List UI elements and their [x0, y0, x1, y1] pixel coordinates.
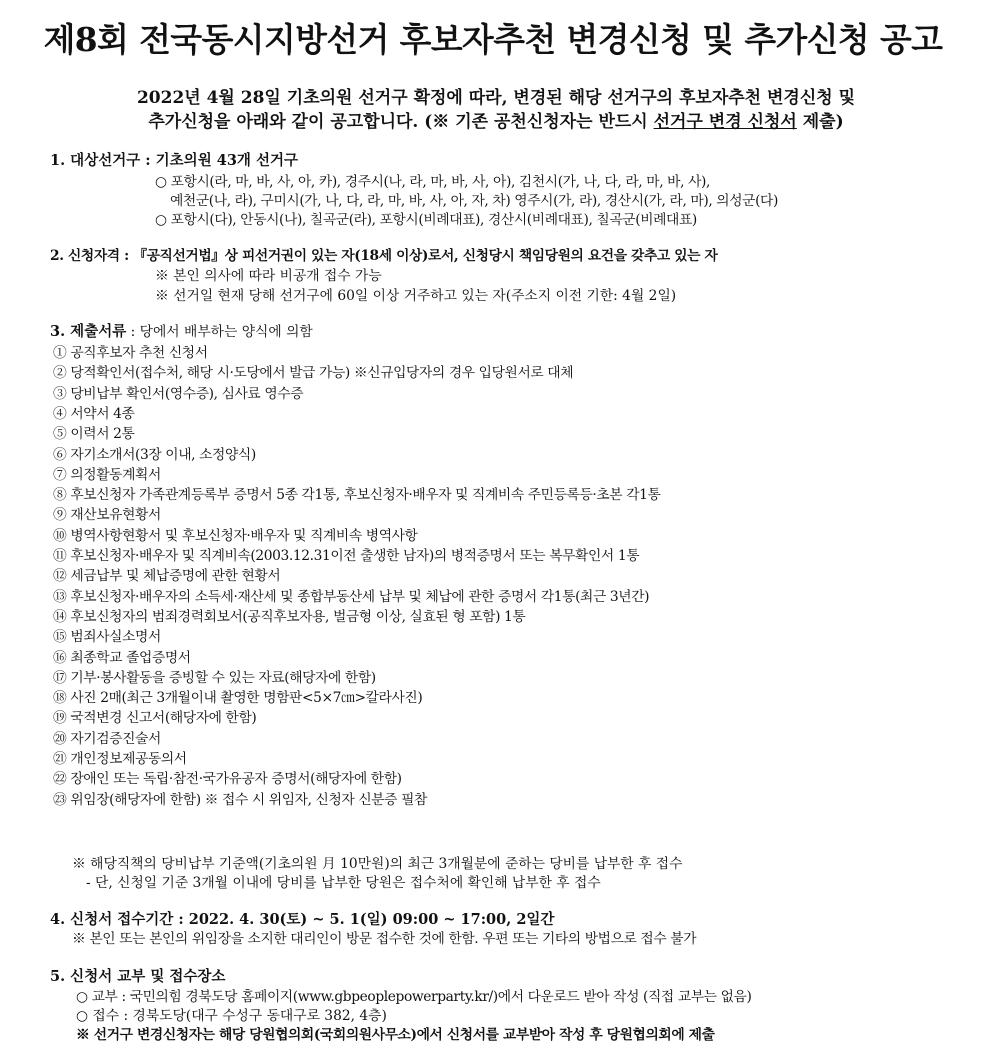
document-list-item: ⑭ 후보신청자의 범죄경력회보서(공직후보자용, 벌금형 이상, 실효된 형 포함) 1통 — [53, 608, 526, 625]
section-5-line: ○ 교부 : 국민의힘 경북도당 홈페이지(www.gbpeoplepowerparty.kr/)에서 다운로드 받아 작성 (직접 교부는 없음) — [76, 989, 752, 1005]
document-list-item: ② 당적확인서(접수처, 해당 시·도당에서 발급 가능) ※신규입당자의 경우 입당원서로 대체 — [53, 365, 574, 382]
document-list-item: ⑤ 이력서 2통 — [53, 426, 135, 443]
document-list-item: ⑫ 세금납부 및 체납증명에 관한 현황서 — [53, 568, 281, 585]
section-2-note: ※ 선거일 현재 당해 선거구에 60일 이상 거주하고 있는 자(주소지 이전 기한: 4월 2일) — [155, 288, 677, 304]
intro-line-2-end: 제출) — [796, 112, 844, 132]
intro-underlined-phrase: 선거구 변경 신청서 — [653, 112, 797, 132]
section-1-line: ○ 포항시(다), 안동시(나), 칠곡군(라), 포항시(비례대표), 경산시(비례대표), 칠곡군(비례대표) — [155, 212, 697, 228]
document-list-item: ④ 서약서 4종 — [53, 405, 135, 422]
document-list-item: ⑧ 후보신청자 가족관계등록부 증명서 5종 각1통, 후보신청자·배우자 및 직계비속 주민등록등·초본 각1통 — [53, 487, 661, 504]
section-3-heading-rest: : 당에서 배부하는 양식에 의함 — [126, 324, 313, 340]
document-list-item: ⑮ 범죄사실소명서 — [53, 629, 161, 646]
section-3-heading — [50, 322, 313, 342]
document-list-item: ㉓ 위임장(해당자에 한함) ※ 접수 시 위임자, 신청자 신분증 필참 — [53, 791, 427, 808]
document-list-item: ③ 당비납부 확인서(영수증), 심사료 영수증 — [53, 385, 304, 402]
intro-paragraph — [30, 86, 962, 134]
document-list-item: ㉑ 개인정보제공동의서 — [53, 751, 187, 767]
document-list-item: ⑬ 후보신청자·배우자의 소득세·재산세 및 종합부동산세 납부 및 체납에 관한 증명서 각1통(최근 3년간) — [53, 588, 650, 605]
intro-line-1: 2022년 4월 28일 기초의원 선거구 확정에 따라, 변경된 해당 선거구의 후보자추천 변경신청 및 — [136, 88, 856, 108]
document-list-item: ⑪ 후보신청자·배우자 및 직계비속(2003.12.31이전 출생한 남자)의 병적증명서 또는 복무확인서 1통 — [53, 548, 640, 564]
document-list-item: ⑳ 자기검증진술서 — [53, 730, 161, 747]
document-list-item: ⑨ 재산보유현황서 — [53, 507, 161, 524]
section-4-note: ※ 본인 또는 본인의 위임장을 소지한 대리인이 방문 접수한 것에 한함. 우편 또는 기타의 방법으로 접수 불가 — [72, 931, 697, 947]
document-list-item: ⑯ 최종학교 졸업증명서 — [53, 649, 191, 666]
section-5-emphasis: ※ 선거구 변경신청자는 해당 당원협의회(국회의원사무소)에서 신청서를 교부받아 작성 후 당원협의회에 제출 — [76, 1027, 715, 1043]
document-list-item: ㉒ 장애인 또는 독립·참전·국가유공자 증명서(해당자에 한함) — [53, 771, 402, 788]
document-list-item: ① 공직후보자 추천 신청서 — [53, 345, 208, 361]
document-list-item: ⑦ 의정활동계획서 — [53, 466, 161, 483]
document-list-item: ⑲ 국적변경 신고서(해당자에 한함) — [53, 710, 257, 727]
section-1-line: 예천군(나, 라), 구미시(가, 나, 다, 라, 마, 바, 사, 아, 자, 차) 영주시(가, 라), 경산시(가, 라, 마), 의성군(다) — [170, 193, 778, 209]
section-1-line: ○ 포항시(라, 마, 바, 사, 아, 카), 경주시(나, 라, 마, 바, 사, 아), 김천시(가, 나, 다, 라, 마, 바, 사), — [155, 174, 710, 190]
section-3-note: - 단, 신청일 기준 3개월 이내에 당비를 납부한 당원은 접수처에 확인해 납부한 후 접수 — [86, 875, 601, 891]
document-list-item: ⑥ 자기소개서(3장 이내, 소정양식) — [53, 446, 256, 463]
section-3-note: ※ 해당직책의 당비납부 기준액(기초의원 月 10만원)의 최근 3개월분에 준하는 당비를 납부한 후 접수 — [72, 856, 683, 872]
section-1-heading: 1. 대상선거구 : 기초의원 43개 선거구 — [50, 152, 298, 169]
document-list-item: ⑰ 기부·봉사활동을 증빙할 수 있는 자료(해당자에 한함) — [53, 669, 376, 686]
intro-line-2 — [30, 110, 962, 134]
document-list-item: ⑩ 병역사항현황서 및 후보신청자·배우자 및 직계비속 병역사항 — [53, 527, 418, 544]
intro-line-2-text: 추가신청을 아래와 같이 공고합니다. (※ 기존 공천신청자는 반드시 — [148, 112, 654, 132]
document-list-item: ⑱ 사진 2매(최근 3개월이내 촬영한 명함판<5×7㎝>칼라사진) — [53, 690, 423, 707]
page-title: 제8회 전국동시지방선거 후보자추천 변경신청 및 추가신청 공고 — [43, 20, 943, 59]
section-3-heading-bold: 3. 제출서류 — [50, 323, 127, 340]
section-5-line: ○ 접수 : 경북도당(대구 수성구 동대구로 382, 4층) — [76, 1008, 387, 1024]
section-4-heading: 4. 신청서 접수기간 : 2022. 4. 30(토) ~ 5. 1(일) 09:00 ~ 17:00, 2일간 — [50, 911, 555, 928]
section-5-heading: 5. 신청서 교부 및 접수장소 — [50, 968, 226, 985]
section-2-heading: 2. 신청자격 : 『공직선거법』상 피선거권이 있는 자(18세 이상)로서, 신청당시 책임당원의 요건을 갖추고 있는 자 — [50, 248, 718, 264]
section-2-note: ※ 본인 의사에 따라 비공개 접수 가능 — [155, 268, 382, 284]
